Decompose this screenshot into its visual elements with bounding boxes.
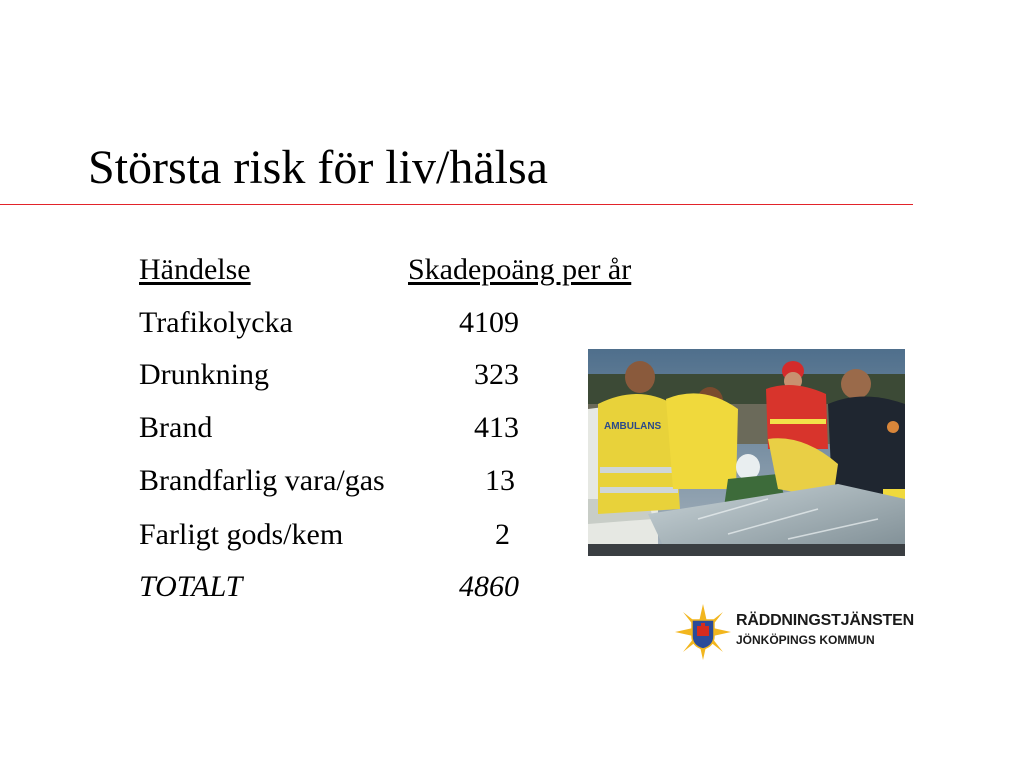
fire-service-emblem-icon [673, 603, 733, 661]
row-score: 13 [485, 464, 515, 497]
rescue-photo [588, 349, 905, 556]
row-score: 323 [474, 358, 519, 391]
row-event: Brand [139, 411, 213, 444]
logo-line2: JÖNKÖPINGS KOMMUN [736, 633, 875, 647]
total-score: 4860 [459, 570, 519, 603]
slide-title: Största risk för liv/hälsa [88, 141, 548, 194]
header-event: Händelse [139, 253, 251, 286]
row-score: 413 [474, 411, 519, 444]
row-score: 4109 [459, 306, 519, 339]
row-event: Brandfarlig vara/gas [139, 464, 385, 497]
ambulans-text: AMBULANS [604, 421, 662, 432]
title-divider [0, 204, 913, 205]
row-event: Trafikolycka [139, 306, 293, 339]
row-event: Farligt gods/kem [139, 518, 344, 551]
logo-line1: RÄDDNINGSTJÄNSTEN [736, 612, 914, 629]
total-label: TOTALT [139, 570, 243, 603]
row-score: 2 [495, 518, 510, 551]
row-event: Drunkning [139, 358, 269, 391]
header-score: Skadepoäng per år [408, 253, 632, 286]
